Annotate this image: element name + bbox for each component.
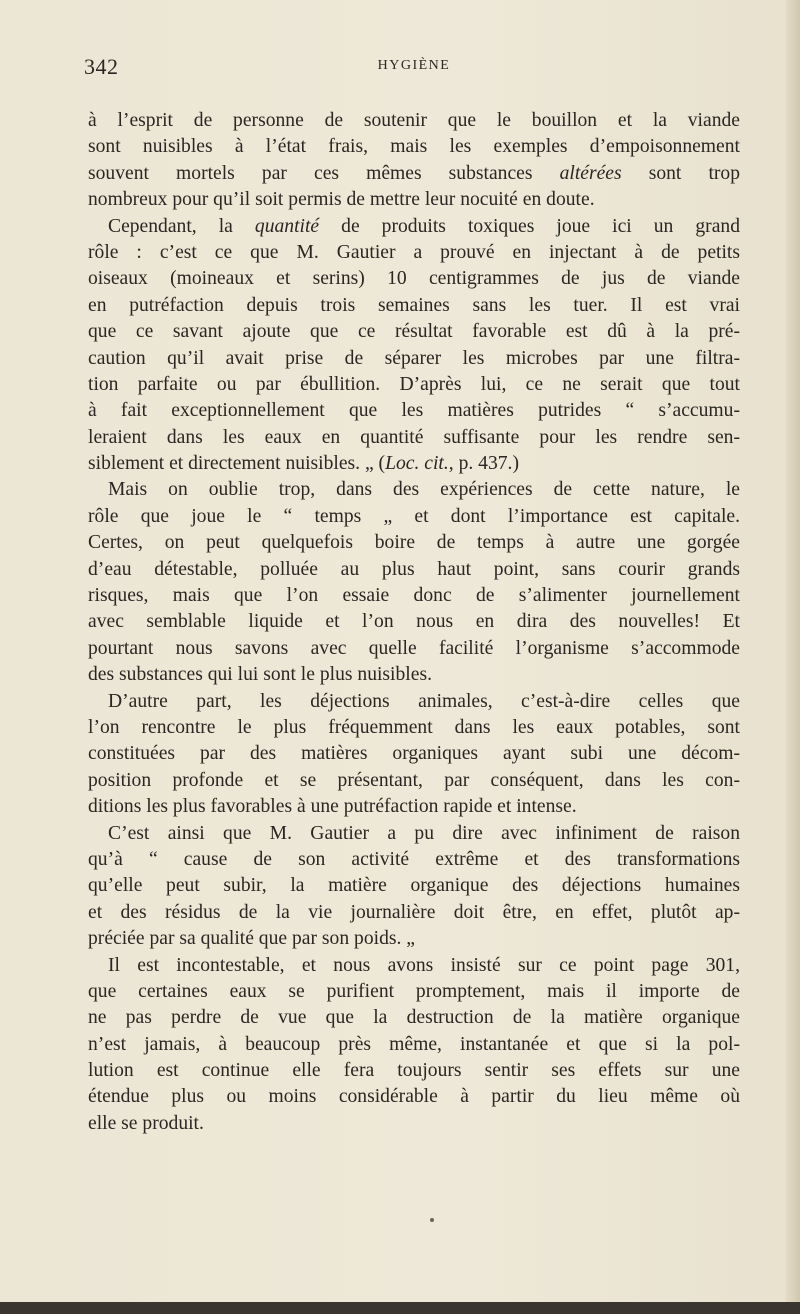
text-line: [88, 134, 740, 160]
text-segment: l’on rencontre le plus fréquemment dans les eaux potables, sont: [88, 716, 740, 738]
ornament-dot: [430, 1218, 434, 1222]
text-line: [88, 266, 740, 292]
text-segment: caution qu’il avait prise de séparer les microbes par une filtra-: [88, 347, 740, 369]
text-segment: leraient dans les eaux en quantité suffisante pour les rendre sen-: [88, 426, 740, 448]
text-line: [88, 398, 740, 424]
text-line: [88, 662, 740, 688]
text-line: [88, 108, 740, 134]
text-line: [88, 346, 740, 372]
text-line: [88, 715, 740, 741]
text-line: [88, 240, 740, 266]
text-segment: oiseaux (moineaux et serins) 10 centigrammes de jus de viande: [88, 268, 740, 290]
text-line: [88, 372, 740, 398]
text-line: [88, 768, 740, 794]
text-segment: souvent mortels par ces mêmes substances: [88, 162, 560, 184]
text-line: [88, 530, 740, 556]
text-segment: position profonde et se présentant, par conséquent, dans les con-: [88, 769, 740, 791]
text-segment: à fait exceptionnellement que les matières putrides “ s’accumu-: [88, 400, 740, 422]
italic-text: altérées: [559, 162, 622, 184]
text-segment: pourtant nous savons avec quelle facilité l’organisme s’accommode: [88, 637, 740, 659]
text-segment: sont nuisibles à l’état frais, mais les exemples d’empoisonnement: [88, 136, 740, 158]
text-segment: Certes, on peut quelquefois boire de temps à autre une gorgée: [88, 532, 740, 554]
text-segment: que certaines eaux se purifient promptement, mais il importe de: [88, 980, 740, 1002]
text-segment: ne pas perdre de vue que la destruction de la matière organique: [88, 1007, 740, 1029]
text-segment: siblement et directement nuisibles. „ (: [88, 453, 386, 475]
text-line: [88, 477, 740, 503]
text-segment: rôle que joue le “ temps „ et dont l’importance est capitale.: [88, 505, 740, 527]
text-line: [88, 1005, 740, 1031]
text-line: [88, 979, 740, 1005]
text-line: [88, 1111, 740, 1137]
body-text: [88, 108, 740, 1137]
text-line: [88, 425, 740, 451]
text-segment: constituées par des matières organiques ayant subi une décom-: [88, 743, 740, 765]
text-segment: Cependant, la: [108, 215, 255, 237]
text-segment: préciée par sa qualité que par son poids. „: [88, 928, 415, 950]
text-segment: n’est jamais, à beaucoup près même, instantanée et que si la pol-: [88, 1033, 740, 1055]
italic-text: Loc. cit.: [385, 453, 449, 475]
text-segment: Mais on oublie trop, dans des expériences de cette nature, le: [108, 479, 740, 501]
running-title: HYGIÈNE: [377, 58, 451, 73]
text-segment: lution est continue elle fera toujours sentir ses effets sur une: [88, 1060, 740, 1082]
text-line: [88, 1058, 740, 1084]
text-segment: à l’esprit de personne de soutenir que le bouillon et la viande: [88, 110, 740, 131]
text-segment: d’eau détestable, polluée au plus haut point, sans courir grands: [88, 558, 740, 580]
text-segment: , p. 437.): [448, 453, 519, 475]
text-line: [88, 583, 740, 609]
text-line: [88, 451, 740, 477]
text-line: [88, 187, 740, 213]
text-segment: ditions les plus favorables à une putréfaction rapide et intense.: [88, 796, 577, 818]
text-segment: qu’elle peut subir, la matière organique des déjections humaines: [88, 875, 740, 897]
page-number: 342: [84, 54, 119, 79]
text-line: [88, 609, 740, 635]
text-line: [88, 214, 740, 240]
text-segment: nombreux pour qu’il soit permis de mettre leur nocuité en doute.: [88, 189, 595, 211]
page-header: [84, 54, 744, 84]
text-line: [88, 689, 740, 715]
text-line: [88, 926, 740, 952]
page-edge-shadow: [786, 0, 800, 1314]
text-segment: D’autre part, les déjections animales, c’est-à-dire celles que: [108, 690, 740, 712]
text-line: [88, 953, 740, 979]
text-segment: avec semblable liquide et l’on nous en dira des nouvelles! Et: [88, 611, 740, 633]
text-line: [88, 319, 740, 345]
text-segment: tion parfaite ou par ébullition. D’après lui, ce ne serait que tout: [88, 373, 740, 395]
text-line: [88, 1032, 740, 1058]
text-segment: en putréfaction depuis trois semaines sans les tuer. Il est vrai: [88, 294, 740, 316]
page-bottom-edge: [0, 1302, 800, 1314]
text-segment: Il est incontestable, et nous avons insisté sur ce point page 301,: [108, 954, 740, 976]
text-segment: qu’à “ cause de son activité extrême et des transformations: [88, 848, 740, 870]
text-segment: étendue plus ou moins considérable à partir du lieu même où: [88, 1086, 740, 1108]
text-line: [88, 821, 740, 847]
text-line: [88, 794, 740, 820]
text-line: [88, 741, 740, 767]
italic-text: quantité: [254, 215, 320, 237]
text-line: [88, 504, 740, 530]
text-line: [88, 293, 740, 319]
text-line: [88, 636, 740, 662]
text-line: [88, 900, 740, 926]
text-line: [88, 847, 740, 873]
text-segment: des substances qui lui sont le plus nuisibles.: [88, 664, 432, 686]
text-line: [88, 161, 740, 187]
text-segment: et des résidus de la vie journalière doit être, en effet, plutôt ap-: [88, 901, 740, 923]
text-segment: rôle : c’est ce que M. Gautier a prouvé en injectant à de petits: [88, 241, 740, 263]
text-line: [88, 873, 740, 899]
text-segment: de produits toxiques joue ici un grand: [319, 215, 740, 237]
text-line: [88, 557, 740, 583]
text-segment: que ce savant ajoute que ce résultat favorable est dû à la pré-: [88, 321, 740, 343]
text-line: [88, 1084, 740, 1110]
text-segment: C’est ainsi que M. Gautier a pu dire avec infiniment de raison: [108, 822, 740, 844]
text-segment: risques, mais que l’on essaie donc de s’alimenter journellement: [88, 585, 740, 607]
text-segment: elle se produit.: [88, 1112, 204, 1134]
text-segment: sont trop: [621, 162, 741, 184]
